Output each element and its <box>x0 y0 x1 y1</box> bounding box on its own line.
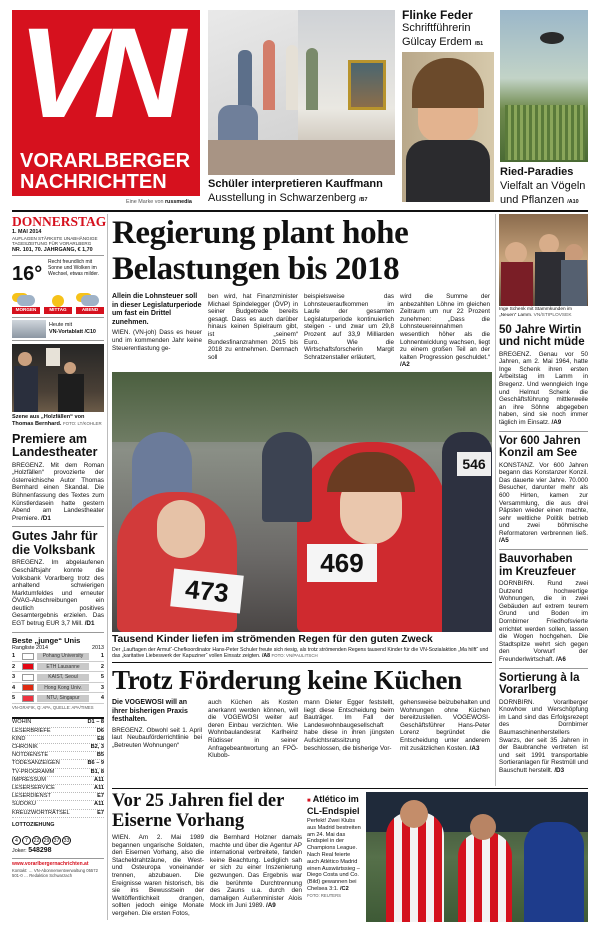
toc-page: B2, 3 <box>90 743 104 750</box>
country-flag-icon <box>22 674 34 681</box>
sun-cloud-icon <box>81 295 99 306</box>
divider <box>112 788 588 789</box>
weather-noon <box>44 295 72 314</box>
page-ref: /A2 <box>400 361 410 369</box>
logo-name-line2: NACHRICHTEN <box>20 171 167 193</box>
toc-page: A11 <box>94 776 104 783</box>
toc-page: B5 <box>96 752 104 759</box>
teaser-writer-title[interactable]: Flinke Feder <box>402 8 473 22</box>
teaser-writer-name <box>402 36 483 48</box>
bank-body <box>12 559 104 627</box>
photo-credit: VN/STIPLOVSEK <box>533 312 572 318</box>
footer-text: Kontakt: … VN-Abonnementverwaltung 05572 501-0 … Redaktion Schwarzach <box>12 867 98 878</box>
vtv-box[interactable] <box>12 317 104 341</box>
ranking-box <box>12 636 104 712</box>
atletico-title: Atlético im CL-Endspiel <box>307 794 360 816</box>
rank-prev: 3 <box>100 684 104 691</box>
toc-page: A11 <box>94 801 104 808</box>
teaser-writer-subtitle: Schriftführerin <box>402 22 471 34</box>
lotto-number: 7 <box>22 836 31 845</box>
ranking-source: VN-GRAFIK, Q: APA, QUELLE: APA/TIMES <box>12 704 94 710</box>
uni-name: KAIST, Seoul <box>37 674 89 681</box>
page-ref: /B1 <box>474 41 484 47</box>
ranking-year: 2013 <box>92 644 104 651</box>
theater-text: BREGENZ. Mit dem Roman „Holzfällen“ provozierte der österreichische Autor Thomas Bernhard einen Skandal. Die Bühnenfassung des Textes zum Künstlerdasein hatte gestern Abend am Landestheater Premiere. <box>12 461 104 522</box>
toc-page: D1 – 8 <box>87 719 104 726</box>
ranking-subtitle: Rangliste 2014 <box>12 644 48 651</box>
vtv-highlight: VN-Vortablatt <box>49 328 84 335</box>
konzil-headline[interactable]: Vor 600 Jahren Konzil am See <box>499 434 581 460</box>
ranking-row <box>12 683 104 694</box>
sun-icon <box>52 295 64 307</box>
main-photo-caption <box>112 647 492 660</box>
weather-label: ABEND <box>76 307 104 314</box>
toc-item[interactable] <box>12 785 104 793</box>
rank-prev: 1 <box>100 653 104 659</box>
divider <box>499 668 588 669</box>
toc-label: SUDOKU <box>12 801 36 808</box>
rank-prev: 5 <box>100 674 104 680</box>
toc-label: LESERDIENST <box>12 793 51 800</box>
main-photo-title[interactable]: Tausend Kinder liefen im strömenden Regen für den guten Zweck <box>112 634 433 645</box>
sort-body <box>499 699 588 775</box>
lotto-number: 29 <box>43 838 50 845</box>
toc-label: KREUZWORTRÄTSEL <box>12 809 70 816</box>
lead-col4-text: wird die Summe der anbezahlten Löhne im gleichen Zeitraum um nur 22 Prozent zunehmen: „Dass die Lohnsteuereinnahmen wesentlich höher als die Lohnentwicklung wachsen, liegt zu einem großen Teil an der kalten Progression geschuldet.“ <box>400 293 490 361</box>
toc-item[interactable] <box>12 744 104 752</box>
page-ref: /A6 <box>556 656 566 663</box>
toc-item[interactable] <box>12 769 104 777</box>
atletico-text: Perfekt! Zwei Klubs aus Madrid bestreiten am 24. Mai das Endspiel in der Champions League. Nach Real feierte auch Atlético Madrid einen Auswärtssieg – Diego Costa und Co. (Bild) gewannen bei Chelsea 3:1. <box>307 818 361 892</box>
lead-col3: beispielsweise das Lohnsteueraufkommen im Laufe der gesamten Legislaturperiode kontinuierlich steigen - und zwar um 29,8 Prozent auf 33,9 Milliarden Euro. Wie die Wirtschaftsforscherin Margit Schratzenstaller erläutert, <box>304 293 394 361</box>
kitchen-col1-text: BREGENZ. Obwohl seit 1. April laut Neubauförderrichtlinie bei „Betreuten Wohnungen“ <box>112 726 202 749</box>
masthead-tagline <box>126 199 192 206</box>
weather-icons <box>12 295 104 314</box>
kitchen-col3: mann Dieter Egger feststellt, liegt diese Entscheidung beim Bauträger. Im Fall der Landeswohnbaugesellschaft habe diese in ihren jüngsten Aufsichtsratssitzung beschlossen, die bisherige Vor- <box>304 699 394 752</box>
toc-item[interactable] <box>12 810 104 818</box>
bau-text: DORNBIRN. Rund zwei Dutzend hochwertige Wohnungen, die in zwei Gebäuden auf extrem teurem Grund und Boden im Dornbirner Friedhofsvierte errichtet werden sollen, lassen die Wogen hochgehen. Die Stadtspitze wehrt sich gegen den Vorwurf der Freunderlwirtschaft. <box>499 580 588 663</box>
toc-label: LESERSERVICE <box>12 784 55 791</box>
country-flag-icon <box>22 684 34 691</box>
joker-label: Joker: <box>12 848 27 855</box>
atletico-photo[interactable] <box>366 792 588 922</box>
vtv-text <box>49 322 96 335</box>
teaser-photo-ried[interactable] <box>500 10 588 162</box>
left-column <box>12 214 107 920</box>
rank-number: 2 <box>12 663 16 670</box>
bank-text: BREGENZ. Im abgelaufenen Geschäftsjahr konnte die Volksbank Vorarlberg trotz des anhaltend schwierigen Marktumfeldes und erneuter ÖVAG-Abschreibungen ein deutlich positives Gesamtergebnis erzielen. Das EGT betrug EUR 3,7 Mill. <box>12 559 104 628</box>
toc-item[interactable] <box>12 752 104 760</box>
caption-text: Inge Schenk mit Stammkunden im „Neuen“ Lamm. <box>499 307 573 318</box>
toc-item[interactable] <box>12 801 104 809</box>
bib-469: 469 <box>307 544 377 582</box>
toc-page: A11 <box>94 784 104 791</box>
vtv-label: Heute mit <box>49 322 73 329</box>
konzil-body <box>499 462 588 546</box>
teaser-ried-subtitle: Vielfalt an Vögeln <box>500 180 586 192</box>
column-rule <box>107 214 108 920</box>
caption-name: Thomas Bernhard. <box>12 420 62 427</box>
issue: NR. 101, 70. JAHRGANG, € 1,70 <box>12 247 104 257</box>
toc-item[interactable] <box>12 793 104 801</box>
kitchen-col1 <box>112 699 202 785</box>
bau-headline[interactable]: Bauvorhaben im Kreuzfeuer <box>499 553 576 578</box>
photo-credit: FOTO: REUTERS <box>307 892 341 898</box>
sort-text: DORNBIRN. Vorarlberger Knowhow und Werschöpfung im Land sind das Erfolgsrezept des Dornbirner Baumaschinenherstellers Swarzs, der seit 35 Jahren in der Baubranche vertreten ist und seit 1991 transportable Sortieranlagen für Restmüll und Bauschutt herstellt. <box>499 698 588 774</box>
page-ref: /B7 <box>359 197 368 203</box>
ranking-row <box>12 651 104 662</box>
ranking-title: Beste „junge“ Unis <box>12 635 81 645</box>
toc-page: E7 <box>97 793 104 800</box>
theater-body <box>12 462 104 523</box>
footer-box <box>12 858 104 878</box>
teaser-ried-subtitle2 <box>500 194 579 206</box>
country-flag-icon <box>22 663 34 670</box>
page-ref: /A10 <box>567 199 579 205</box>
joker-number: 548298 <box>28 847 52 855</box>
country-flag-icon <box>22 653 34 660</box>
photo-credit: FOTO: LT/KOHLER <box>62 420 102 426</box>
divider <box>12 632 104 633</box>
weather-text: Recht freundlich mit Sonne und Wolken im Wechsel, etwas milder. <box>48 259 100 278</box>
page-ref: /A9 <box>266 902 276 910</box>
page-ref: /A8 <box>261 653 271 660</box>
temperature: 16° <box>12 263 43 286</box>
logo-name-line1: VORARLBERGER <box>20 150 191 172</box>
lotto-number: 37 <box>53 838 60 845</box>
ranking-row <box>12 672 104 683</box>
toc-label: KIND <box>12 735 26 742</box>
toc-label: TODESANZEIGEN <box>12 760 60 767</box>
toc-item[interactable] <box>12 760 104 768</box>
wirtin-caption <box>499 307 588 319</box>
lotto-numbers <box>12 829 104 847</box>
caption-bold: Szene aus „Holzfällen“ von <box>12 413 85 420</box>
page-ref: /D3 <box>554 766 565 774</box>
toc-item[interactable] <box>12 728 104 736</box>
kitchen-intro: Die VOGEWOSI will an ihrer bisherigen Praxis festhalten. <box>112 699 188 724</box>
tagline-text: Eine Marke von <box>126 199 164 205</box>
divider <box>12 526 104 527</box>
main-caption-text: Der „Lauftagen der Armut“-Chefkoordinator Hans-Peter Schuler freute sich riesig, als trotz strömenden Regens tausend Kinder für die VN-Sozialaktion „Ma hilft“ und das „karitative Liebeswerk der Kapuziner“ vollen Einsatz zeigten. <box>112 647 489 660</box>
toc-page: B6 – 9 <box>87 760 104 767</box>
logo-letters: VN <box>18 2 176 145</box>
toc-page: E7 <box>97 809 104 816</box>
uni-name: Pohang University <box>37 653 89 660</box>
dateline-note: AUFLAGEN STÄRKSTE UNABHÄNGIGE TAGESZEITUNG FÜR VORARLBERG <box>12 235 98 247</box>
rank-prev: 4 <box>100 695 104 701</box>
wirtin-photo[interactable] <box>499 214 588 306</box>
brand-name: russmedia <box>164 199 192 205</box>
lead-col1-text: WIEN. (VN-joh) Dass es heuer und im kommenden Jahr keine Steuerentlastung ge- <box>112 329 202 352</box>
toc-label: TV-PROGRAMM <box>12 768 55 775</box>
weather-label: MORGEN <box>12 307 40 314</box>
weather-morning <box>12 295 40 314</box>
rank-prev: 2 <box>100 663 104 670</box>
toc-page: B1, 8 <box>90 768 104 775</box>
kicker-icon: ■ <box>307 798 311 804</box>
bau-body <box>499 580 588 664</box>
curtain-col2 <box>210 834 302 922</box>
kitchen-col4 <box>400 699 490 785</box>
right-column <box>499 214 588 786</box>
table-of-contents <box>12 717 104 817</box>
toc-page: D6 <box>96 727 104 734</box>
ranking-row <box>12 693 104 704</box>
day-name: DONNERSTAG <box>12 214 107 229</box>
footer-url[interactable]: www.vorarlbergernachrichten.at <box>12 860 89 867</box>
photo-credit: FOTO: VN/PAULITSCH <box>271 653 318 659</box>
bib-473: 473 <box>170 568 244 613</box>
theater-photo[interactable] <box>12 344 104 412</box>
toc-label: CHRONIK <box>12 743 38 750</box>
curtain-columns <box>112 834 302 922</box>
theater-caption <box>12 414 104 428</box>
rank-number: 4 <box>12 684 16 691</box>
lead-col4 <box>400 293 490 367</box>
rank-number: 5 <box>12 695 16 701</box>
wirtin-body <box>499 351 588 427</box>
vtv-thumbnail <box>12 320 46 338</box>
page-ref: /C2 <box>339 885 349 892</box>
lotto-number: 4 <box>12 836 21 845</box>
lotto-joker <box>12 848 104 855</box>
masthead-rule <box>12 210 588 212</box>
masthead-logo <box>12 2 200 196</box>
lotto-number: 22 <box>33 838 40 845</box>
page-ref: /C10 <box>84 328 96 335</box>
lead-headline[interactable]: Regierung plant hohe Belastungen bis 2018 <box>112 215 409 287</box>
curtain-col1: WIEN. Am 2. Mai 1989 begannen ungarische Soldaten, den Eisernen Vorhang, also die Stacheldrahtzäune, die West- und Osteuropa voneinander trennen, abzubauen. Die Ereignisse waren historisch, bis sie ins Bewusstsein der Weltöffentlichkeit drangen, sollten jedoch einige Monate vergehen. Die ersten Fotos, <box>112 834 204 917</box>
writer-name: Gülcay Erdem <box>402 36 472 48</box>
kitchen-col4-text: gehensweise beizubehalten und Wohnungen ohne Küchen bereitzustellen. VOGEWOSI-Geschäftsführer Hans-Peter Lorenz begründet die Entscheidung unter anderem mit zusätzlichen Kosten. <box>400 699 490 752</box>
toc-label: IMPRESSUM <box>12 776 46 783</box>
divider <box>499 431 588 432</box>
weather-box <box>12 259 104 293</box>
lotto-box <box>12 822 104 855</box>
curtain-col2-text: die Bernhard Holzner damals machte und über die Agentur AP international verbreitete, fanden keine Beachtung. Lediglich sah er sich zu einer Inszenierung gezwungen. Das Ergebnis war die berühmte Durchtrennung des Zauns u.a. durch den damaligen Außenminister Alois Mock im Juni 1989. <box>210 834 302 910</box>
sort-headline[interactable]: Sortierung à la Vorarlberg <box>499 671 580 697</box>
toc-label: LESERBRIEFE <box>12 727 51 734</box>
divider <box>112 662 492 663</box>
toc-label: WOHIN <box>12 719 32 726</box>
toc-page: E8 <box>97 735 104 742</box>
bank-headline[interactable]: Gutes Jahr für die Volksbank <box>12 529 98 557</box>
kitchen-col2: auch Küchen als Kosten anerkannt werden können, will die VOGEWOSI weiter auf deren Einbau verzichten. Wie Wohnbaulandesrat Karlheinz Rüdisser in seiner Anfragebeantwortung an FPÖ-Klubob- <box>208 699 298 760</box>
column-rule <box>495 214 496 786</box>
divider <box>499 549 588 550</box>
teaser-exhibition-sub-text: Ausstellung in Schwarzenberg <box>208 192 356 204</box>
teaser-ried-title[interactable]: Ried-Paradies <box>500 166 574 178</box>
teaser-exhibition-title[interactable]: Schüler interpretieren Kauffmann <box>208 178 383 190</box>
main-photo-run[interactable] <box>112 372 492 632</box>
ried-sub2: und Pflanzen <box>500 194 565 206</box>
uni-name: ETH Lausanne <box>37 663 89 670</box>
uni-name: Hong Kong Univ. <box>37 684 89 691</box>
curtain-headline[interactable]: Vor 25 Jahren fiel der Eiserne Vorhang <box>112 791 284 831</box>
wirtin-headline[interactable]: 50 Jahre Wirtin und nicht müde <box>499 323 585 349</box>
rank-number: 3 <box>12 674 16 680</box>
weather-evening <box>76 295 104 314</box>
uni-name: NTU, Singapur <box>37 695 89 702</box>
lotto-number: 33 <box>63 838 70 845</box>
weather-label: MITTAG <box>44 307 72 314</box>
page-ref: /A5 <box>499 537 509 545</box>
toc-item[interactable] <box>12 736 104 744</box>
rank-number: 1 <box>12 653 16 659</box>
teaser-exhibition-subtitle <box>208 192 367 204</box>
lead-col2: ben wird, hat Finanzminister Michael Spindelegger (ÖVP) in seiner Budgetrede bereits gesagt. Dass es auch darüber hinaus keinen Spielraum gibt, ist „seinem“ Bundesfinanzrahmen 2015 bis 2018 zu entnehmen. Demnach soll <box>208 293 298 361</box>
teaser-photo-exhibition[interactable] <box>208 10 395 175</box>
lead-intro: Allein die Lohnsteuer soll in dieser Legislaturperiode um fast ein Drittel zunehmen. <box>112 293 202 326</box>
teaser-photo-portrait[interactable] <box>402 52 494 202</box>
kitchen-columns <box>112 699 492 785</box>
bib-546: 546 <box>457 452 491 476</box>
lead-columns <box>112 293 492 367</box>
page-ref: /D1 <box>41 514 51 522</box>
lead-col1 <box>112 293 202 367</box>
wirtin-text: BREGENZ. Genau vor 50 Jahren, am 2. Mai 1964, hatte Inge Schenk ihren ersten Arbeitstag im Lamm in Bregenz. Und wenngleich Inge und Helmut Schenk die Geschäftsführung mittlerweile an ihre Söhne abgegeben haben, sind sie noch immer täglich im Einsatz. <box>499 350 588 426</box>
sun-cloud-icon <box>17 295 35 306</box>
konzil-text: KONSTANZ. Vor 600 Jahren begann das Konstanzer Konzil. Das dauerte vier Jahre. 70.000 Besucher, darunter mehr als 600 Hirten, kamen zur Versammlung, die aus drei Päpsten wieder einen machte, sehr weltliche Politik betrieb und zwei böhmische Reformatoren verbrennen ließ. <box>499 461 588 537</box>
atletico-box[interactable] <box>307 794 363 922</box>
lotto-title: LOTTOZIEHUNG <box>12 821 55 828</box>
theater-headline[interactable]: Premiere am Landestheater <box>12 431 98 460</box>
kitchen-headline[interactable]: Trotz Förderung keine Küchen <box>112 665 462 695</box>
toc-label: NOTDIENSTE <box>12 752 49 759</box>
page-ref: /A3 <box>469 744 480 752</box>
atletico-body <box>307 818 363 893</box>
toc-item[interactable] <box>12 777 104 785</box>
ranking-row <box>12 662 104 673</box>
date: 1. MAI 2014 <box>12 229 42 235</box>
country-flag-icon <box>22 695 34 702</box>
toc-item[interactable] <box>12 719 104 727</box>
page-ref: /D1 <box>84 620 95 628</box>
page-ref: /A9 <box>551 418 562 426</box>
ranking-list <box>12 651 104 704</box>
